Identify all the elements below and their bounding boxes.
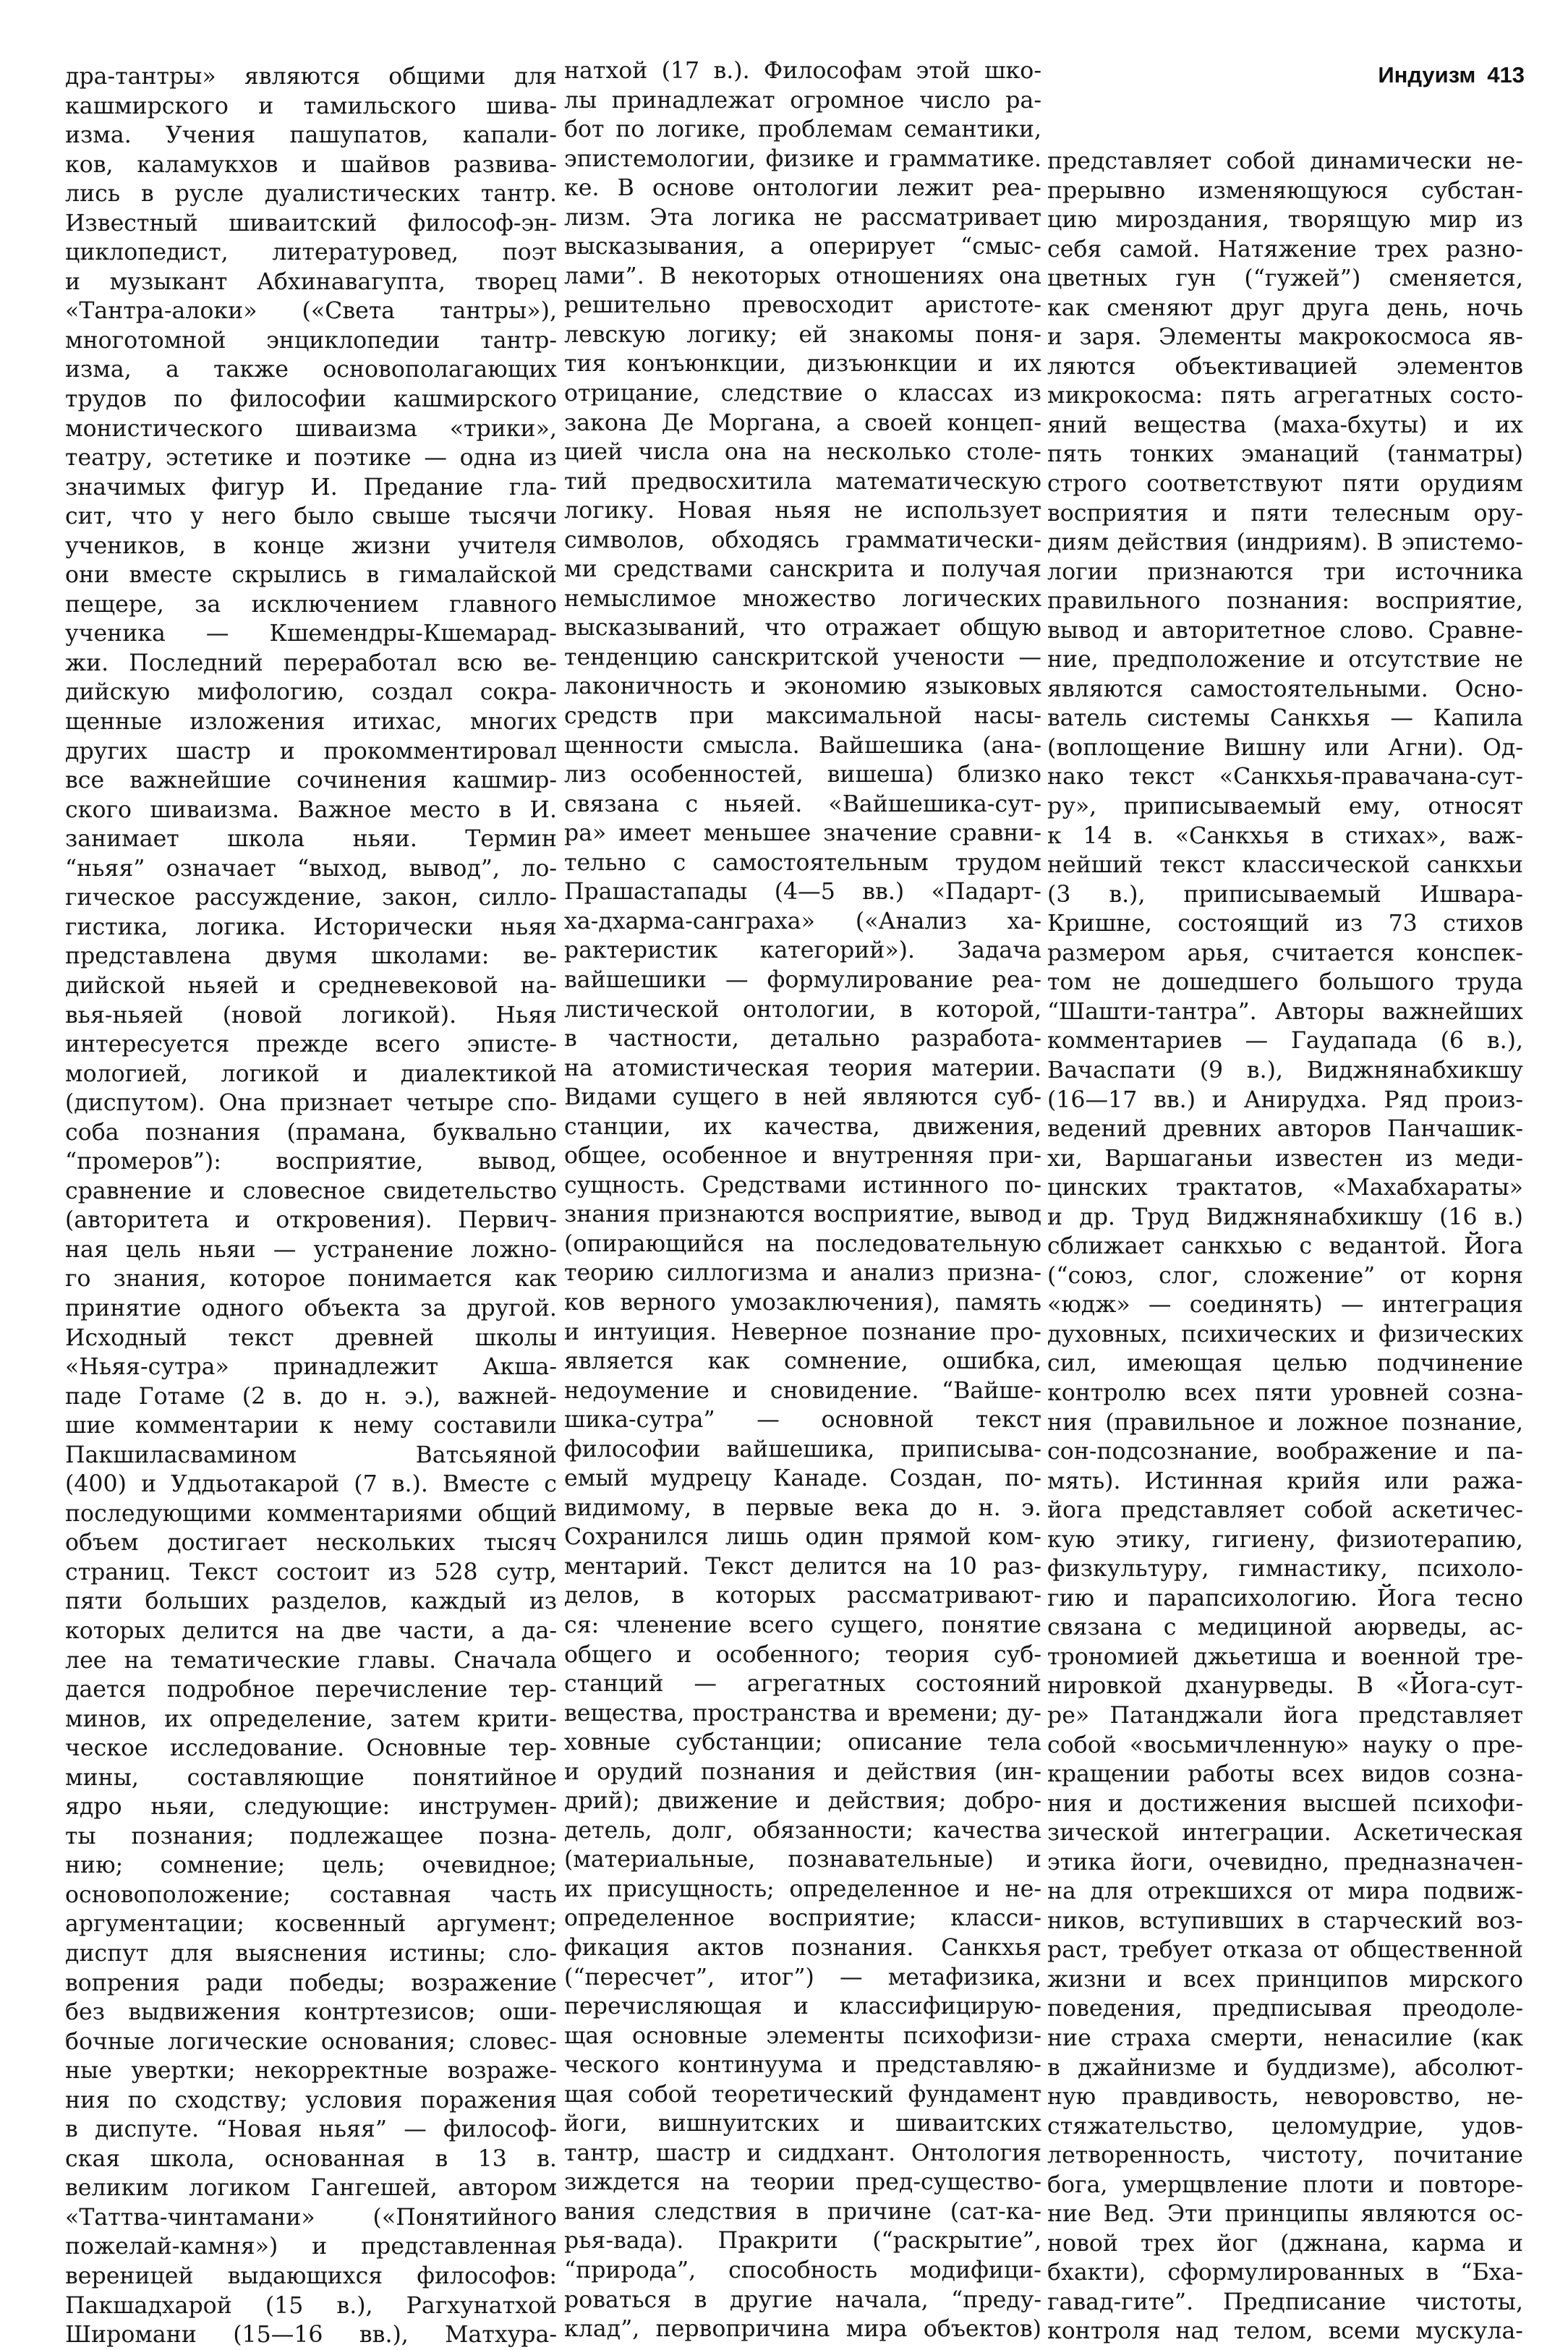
text-line: нировкой дханурведы. В «Йога-сут- <box>1047 1673 1523 1700</box>
text-line: кращении работы всех видов созна- <box>1047 1761 1524 1788</box>
text-line: емый мудрецу Канаде. Создан, по- <box>564 1465 1041 1492</box>
text-line: они вместе скрылись в гималайской <box>65 562 557 589</box>
text-line: лизм. Эта логика не рассматривает <box>564 204 1042 231</box>
text-line: “природа”, способность модифици- <box>564 2257 1041 2284</box>
page-number: 413 <box>1487 62 1525 88</box>
text-line: вания следствия в причине (сат-ка- <box>564 2198 1041 2225</box>
text-line: принятие одного объекта за другой. <box>65 1295 557 1321</box>
text-line: монистического шиваизма «трики», <box>65 415 557 442</box>
text-line: гическое рассуждение, закон, силло- <box>65 885 557 911</box>
text-line: все важнейшие сочинения кашмир- <box>65 767 557 794</box>
text-line: контролю всех пяти уровней созна- <box>1047 1379 1524 1406</box>
text-line: символов, обходясь грамматически- <box>564 527 1041 553</box>
text-line: других шастр и прокомментировал <box>65 738 558 765</box>
text-line: (400) и Уддьотакарой (7 в.). Вместе с <box>65 1471 557 1498</box>
text-line: ние Вед. Эти принципы являются ос- <box>1047 2201 1523 2228</box>
text-line: пещере, за исключением главного <box>65 591 557 618</box>
text-line: щая основные элементы психофизи- <box>564 2022 1041 2049</box>
text-line: (3 в.), приписываемый Ишвара- <box>1047 881 1523 908</box>
text-line: бхакти), сформулированных в “Бха- <box>1047 2260 1523 2286</box>
text-line: тельно с самостоятельным трудом <box>564 849 1041 876</box>
text-line: Прашастапады (4—5 вв.) «Падарт- <box>564 879 1041 906</box>
text-line: решительно превосходит аристоте- <box>564 292 1041 319</box>
text-line: лами”. В некоторых отношениях она <box>564 263 1041 289</box>
text-line: «Таттва-чинтамани» («Понятийного <box>65 2204 557 2231</box>
text-line: ру», приписываемый ему, относят <box>1047 793 1524 820</box>
text-line: сравнение и словесное свидетельство <box>65 1178 557 1204</box>
text-line: определенное восприятие; класси- <box>564 1905 1041 1932</box>
text-line: к 14 в. «Санкхья в стихах», важ- <box>1047 822 1524 849</box>
text-line: комментариев — Гаудапада (6 в.), <box>1047 1028 1523 1055</box>
text-line: мины, составляющие понятийное <box>65 1764 558 1791</box>
text-line: на для отрекшихся от мира подвиж- <box>1047 1878 1524 1905</box>
text-line: лы принадлежат огромное число ра- <box>564 87 1042 114</box>
text-line: (воплощение Вишну или Агни). Од- <box>1047 734 1524 761</box>
text-line: станции, их качества, движения, <box>564 1113 1041 1140</box>
text-line: логии признаются три источника <box>1047 558 1523 585</box>
text-line: ляются объективацией элементов <box>1047 353 1523 380</box>
text-line: бочные логические основания; словес- <box>65 2028 557 2055</box>
text-line: является как сомнение, ошибка, <box>564 1348 1042 1375</box>
text-line: сит, что у него было свыше тысячи <box>65 503 558 530</box>
text-line: рья-вада). Пракрити (“раскрытие”, <box>564 2228 1041 2255</box>
text-line: зической интеграции. Аскетическая <box>1047 1820 1524 1847</box>
text-line: в джайнизме и буддизме), абсолют- <box>1047 2054 1523 2081</box>
text-line: ния (правильное и ложное познание, <box>1047 1409 1523 1436</box>
text-line: левскую логику; ей знакомы поня- <box>564 321 1041 348</box>
header-title: Индуизм <box>1378 62 1476 88</box>
text-line: Вачаспати (9 в.), Виджнянабхикшу <box>1047 1057 1523 1084</box>
text-line: интересуется прежде всего эписте- <box>65 1031 557 1058</box>
text-line: закона Де Моргана, а своей концеп- <box>564 409 1042 436</box>
text-line: щая собой теоретический фундамент <box>564 2081 1041 2108</box>
text-line: ная цель ньяи — устранение ложно- <box>65 1236 558 1263</box>
text-line: «Тантра-алоки» («Света тантры»), <box>65 298 558 325</box>
text-line: вайшешики — формулирование реа- <box>564 966 1041 993</box>
text-line: собой «восьмичленную» науку о пре- <box>1047 1732 1523 1758</box>
text-line: тий предвосхитила математическую <box>564 468 1041 495</box>
text-line: зиждется на теории пред-существо- <box>564 2169 1041 2196</box>
text-line: ховные субстанции; описание тела <box>564 1729 1041 1756</box>
text-line: тенденцию санскритской учености — <box>564 644 1041 670</box>
text-line: (“союз, слог, сложение” от корня <box>1047 1262 1523 1289</box>
text-line: гию и парапсихологию. Йога тесно <box>1047 1585 1523 1612</box>
text-line: последующими комментариями общий <box>65 1500 557 1527</box>
text-line: Известный шиваитский философ-эн- <box>65 210 557 237</box>
text-line: немыслимое множество логических <box>564 585 1041 612</box>
text-line: гавад-гите”. Предписание чистоты, <box>1047 2289 1523 2315</box>
text-line: и заря. Элементы макрокосмоса яв- <box>1047 324 1523 351</box>
text-line: ми средствами санскрита и получая <box>564 556 1042 583</box>
text-line: пять тонких эманаций (танматры) <box>1047 441 1523 468</box>
text-line: мять). Истинная крийя или ража- <box>1047 1468 1523 1494</box>
text-line: общего и особенного; теория суб- <box>564 1641 1041 1668</box>
text-line: связана с медициной аюрведы, ас- <box>1047 1614 1523 1641</box>
text-line: сон-подсознание, воображение и па- <box>1047 1439 1523 1465</box>
text-line: физкультуру, гимнастику, психоло- <box>1047 1556 1523 1583</box>
text-line: ную правдивость, неворовство, не- <box>1047 2084 1524 2111</box>
text-line: лись в русле дуалистических тантр. <box>65 181 557 208</box>
text-line: хи, Варшаганьи известен из меди- <box>1047 1145 1524 1172</box>
text-line: ученика — Кшемендры-Кшемарад- <box>65 621 557 647</box>
text-line: нию; сомнение; цель; очевидное; <box>65 1852 557 1879</box>
text-line: Видами сущего в ней являются суб- <box>564 1084 1041 1111</box>
text-line: их присущность; определенное и не- <box>564 1876 1042 1902</box>
text-line: логику. Новая ньяя не использует <box>564 498 1041 524</box>
text-line: высказываний, что отражает общую <box>564 615 1041 642</box>
text-line: цинских трактатов, «Махабхараты» <box>1047 1175 1523 1201</box>
text-line: которых делится на две части, а да- <box>65 1617 557 1644</box>
text-line: ков, каламукхов и шайвов развива- <box>65 151 557 178</box>
text-line: представляет собой динамически не- <box>1047 148 1523 174</box>
text-line: перечисляющая и классифицирую- <box>564 1993 1041 2020</box>
text-line: (диспутом). Она признает четыре спо- <box>65 1090 558 1117</box>
text-line: ния по сходству; условия поражения <box>65 2087 558 2113</box>
text-line: ра» имеет меньшее значение сравни- <box>564 820 1042 847</box>
text-line: листической онтологии, в которой, <box>564 996 1041 1023</box>
text-line: ментарий. Текст делится на 10 раз- <box>564 1553 1042 1580</box>
text-line: дийскую мифологию, создал сокра- <box>65 679 557 706</box>
text-line: аргументации; косвенный аргумент; <box>65 1911 557 1938</box>
text-line: го знания, которое понимается как <box>65 1266 557 1293</box>
text-line: многотомной энциклопедии тантр- <box>65 327 557 354</box>
text-line: на атомистическая теория материи. <box>564 1055 1041 1081</box>
text-line: стяжательство, целомудрие, удов- <box>1047 2113 1524 2140</box>
text-line: средств при максимальной насы- <box>564 703 1041 730</box>
text-line: шие комментарии к нему составили <box>65 1413 557 1439</box>
text-line: ся: членение всего сущего, понятие <box>564 1612 1042 1638</box>
text-line: «Ньяя-сутра» принадлежит Акша- <box>65 1354 558 1381</box>
text-line: минов, их определение, затем крити- <box>65 1706 557 1732</box>
text-line: жи. Последний переработал всю ве- <box>65 650 557 676</box>
text-line: натхой (17 в.). Философам этой шко- <box>564 58 1042 84</box>
text-line: ская школа, основанная в 13 в. <box>65 2145 557 2172</box>
text-line: этика йоги, очевидно, предназначен- <box>1047 1849 1524 1876</box>
text-line: вывод и авторитетное слово. Сравне- <box>1047 617 1523 644</box>
text-line: роваться в другие начала, “преду- <box>564 2286 1041 2313</box>
text-line: (материальные, познавательные) и <box>564 1847 1041 1873</box>
text-line: Исходный текст древней школы <box>65 1324 557 1351</box>
text-line: новой трех йог (джнана, карма и <box>1047 2230 1524 2257</box>
text-line: Пакшадхарой (15 в.), Рагхунатхой <box>65 2292 557 2319</box>
text-line: йоги, вишнуитских и шиваитских <box>564 2111 1041 2137</box>
text-line: делов, в которых рассматривают- <box>564 1583 1042 1609</box>
text-line: размером арья, считается конспек- <box>1047 940 1524 966</box>
text-line: правильного познания: восприятие, <box>1047 588 1523 615</box>
text-line: нако текст «Санкхья-правачана-сут- <box>1047 764 1523 791</box>
text-line: ков верного умозаключения), память <box>564 1289 1042 1316</box>
text-column-3 <box>1047 147 1523 2346</box>
text-line: шика-сутра” — основной текст <box>564 1407 1041 1434</box>
text-line: фикация актов познания. Санкхья <box>564 1935 1042 1961</box>
text-line: видимому, в первые века до н. э. <box>564 1494 1042 1521</box>
text-line: прерывно изменяющуюся субстан- <box>1047 177 1523 204</box>
text-line: жизни и всех принципов мирского <box>1047 1966 1523 1993</box>
text-line: теорию силлогизма и анализ призна- <box>564 1260 1042 1287</box>
text-line: лаконичность и экономию языковых <box>564 673 1041 700</box>
text-line: себя самой. Натяжение трех разно- <box>1047 236 1524 263</box>
text-line: лее на тематические главы. Сначала <box>65 1647 557 1674</box>
text-line: ния и достижения высшей психофи- <box>1047 1790 1524 1817</box>
text-line: учеников, в конце жизни учителя <box>65 532 557 559</box>
text-line: детель, долг, обязанности; качества <box>564 1817 1042 1844</box>
text-line: вещества, пространства и времени; ду- <box>564 1700 1041 1727</box>
text-line: мологией, логикой и диалектикой <box>65 1060 557 1087</box>
text-line: являются самостоятельными. Осно- <box>1047 676 1523 702</box>
text-line: щенные изложения итихас, многих <box>65 709 557 736</box>
text-line: Пакшиласвамином Ватсьяяной <box>65 1442 557 1468</box>
text-line: и музыкант Абхинавагупта, творец <box>65 268 558 295</box>
text-line: сущность. Средствами истинного по- <box>564 1172 1041 1199</box>
text-column-2 <box>564 56 1041 2344</box>
text-line: Кришне, состоящий из 73 стихов <box>1047 911 1523 937</box>
text-line: кую этику, гигиену, физиотерапию, <box>1047 1526 1523 1553</box>
text-line: отрицание, следствие о классах из <box>564 380 1041 407</box>
text-line: станций — агрегатных состояний <box>564 1671 1041 1698</box>
text-line: ке. В основе онтологии лежит реа- <box>564 175 1041 202</box>
text-line: цветных гун (“гужей”) сменяется, <box>1047 265 1524 292</box>
text-line: дрий); движение и действия; добро- <box>564 1788 1041 1815</box>
text-line: диспут для выяснения истины; сло- <box>65 1941 557 1967</box>
running-header <box>1378 62 1525 88</box>
text-line: йога представляет собой аскетичес- <box>1047 1497 1524 1524</box>
text-line: дается подробное перечисление тер- <box>65 1677 557 1703</box>
text-line: контроля над телом, всеми мускула- <box>1047 2318 1523 2345</box>
text-line: в диспуте. “Новая ньяя” — философ- <box>65 2116 558 2143</box>
text-line: летворенность, чистоту, почитание <box>1047 2142 1523 2169</box>
text-line: Сохранился лишь один прямой ком- <box>564 1524 1041 1551</box>
text-line: клад”, первопричина мира объектов) <box>564 2316 1041 2343</box>
text-line: общее, особенное и внутренняя при- <box>564 1143 1041 1170</box>
text-line: бот по логике, проблемам семантики, <box>564 116 1041 143</box>
text-line: изма, а также основополагающих <box>65 357 557 383</box>
text-line: микрокосма: пять агрегатных состо- <box>1047 383 1523 409</box>
text-line: щенности смысла. Вайшешика (ана- <box>564 732 1041 759</box>
text-line: трономией джьетиша и военной тре- <box>1047 1643 1523 1670</box>
text-line: диям действия (индриям). В эпистемо- <box>1047 529 1523 556</box>
text-line: театру, эстетике и поэтике — одна из <box>65 445 557 472</box>
text-line: “ньяя” означает “выход, вывод”, ло- <box>65 855 558 882</box>
text-line: гистика, логика. Исторически ньяя <box>65 914 557 940</box>
text-line: и др. Труд Виджнянабхикшу (16 в.) <box>1047 1204 1523 1230</box>
text-line: значимых фигур И. Предание гла- <box>65 474 557 501</box>
text-line: рактеристик категорий»). Задача <box>564 937 1041 964</box>
text-line: без выдвижения контртезисов; оши- <box>65 1999 557 2026</box>
text-line: бога, умерщвление плоти и повторе- <box>1047 2171 1524 2198</box>
text-line: ватель системы Санкхья — Капила <box>1047 705 1524 732</box>
text-line: паде Готаме (2 в. до н. э.), важней- <box>65 1383 557 1410</box>
text-line: изма. Учения пашупатов, капали- <box>65 122 557 149</box>
text-line: ние, предположение и отсутствие не <box>1047 647 1523 673</box>
text-line: ского шиваизма. Важное место в И. <box>65 796 557 823</box>
text-line: ческого континуума и представляю- <box>564 2052 1041 2079</box>
text-line: ха-дхарма-санграха» («Анализ ха- <box>564 908 1041 935</box>
text-line: ние страха смерти, ненасилие (как <box>1047 2025 1523 2051</box>
text-line: занимает школа ньяи. Термин <box>65 826 557 853</box>
text-line: “промеров”): восприятие, вывод, <box>65 1149 558 1175</box>
text-line: соба познания (прамана, буквально <box>65 1119 557 1146</box>
text-line: представлена двумя школами: ве- <box>65 943 558 970</box>
text-line: дра-тантры» являются общими для <box>65 64 557 90</box>
text-line: яний вещества (маха-бхуты) и их <box>1047 412 1523 438</box>
text-line: сближает санкхью с ведантой. Йога <box>1047 1233 1523 1260</box>
text-line: тантр, шастр и сиддхант. Онтология <box>564 2140 1042 2166</box>
text-line: лиз особенностей, вишеша) близко <box>564 762 1041 788</box>
text-line: объем достигает нескольких тысяч <box>65 1530 558 1557</box>
text-line: “Шашти-тантра”. Авторы важнейших <box>1047 998 1523 1025</box>
text-line: философии вайшешика, приписыва- <box>564 1436 1041 1463</box>
text-line: (опирающийся на последовательную <box>564 1230 1041 1257</box>
text-line: недоумение и сновидение. “Вайше- <box>564 1377 1042 1404</box>
text-line: ные увертки; некорректные возраже- <box>65 2058 557 2085</box>
text-line: как сменяют друг друга день, ночь <box>1047 294 1523 321</box>
text-line: эпистемологии, физике и грамматике. <box>564 145 1041 172</box>
text-line: духовных, психических и физических <box>1047 1321 1524 1348</box>
text-line: великим логиком Гангешей, автором <box>65 2175 557 2202</box>
text-line: пяти больших разделов, каждый из <box>65 1588 558 1615</box>
text-line: тия конъюнкции, дизъюнкции и их <box>564 351 1041 378</box>
text-line: поведения, предписывая преодоле- <box>1047 1996 1524 2022</box>
text-line: ников, вступивших в старческий воз- <box>1047 1907 1523 1934</box>
text-line: трудов по философии кашмирского <box>65 386 557 413</box>
text-line: и орудий познания и действия (ин- <box>564 1758 1042 1785</box>
text-line: цией числа она на несколько столе- <box>564 439 1041 466</box>
text-line: ты познания; подлежащее позна- <box>65 1823 557 1849</box>
text-line: в частности, детально разработа- <box>564 1026 1041 1052</box>
text-line: «юдж» — соединять) — интеграция <box>1047 1292 1524 1319</box>
text-line: строго соответствуют пяти орудиям <box>1047 471 1523 498</box>
text-line: циклопедист, литературовед, поэт <box>65 239 558 266</box>
text-line: цию мироздания, творящую мир из <box>1047 207 1523 234</box>
text-line: ведений древних авторов Панчашик- <box>1047 1116 1523 1143</box>
text-line: том не дошедшего большого труда <box>1047 969 1524 996</box>
text-line: вереницей выдающихся философов: <box>65 2263 557 2290</box>
text-line: ре» Патанджали йога представляет <box>1047 1702 1523 1729</box>
text-line: раст, требует отказа от общественной <box>1047 1937 1524 1964</box>
text-line: основоположение; составная часть <box>65 1881 557 1908</box>
text-line: (16—17 вв.) и Анирудха. Ряд произ- <box>1047 1086 1523 1113</box>
text-line: высказывания, а оперирует “смыс- <box>564 234 1041 260</box>
text-line: сил, имеющая целью подчинение <box>1047 1350 1523 1377</box>
text-line: восприятия и пяти телесным ору- <box>1047 500 1523 527</box>
text-line: ческое исследование. Основные тер- <box>65 1735 557 1762</box>
text-line: связана с ньяей. «Вайшешика-сут- <box>564 791 1041 817</box>
text-line: страниц. Текст состоит из 528 сутр, <box>65 1559 557 1585</box>
text-line: дийской ньяей и средневековой на- <box>65 972 557 999</box>
text-line: (авторитета и откровения). Первич- <box>65 1207 557 1234</box>
text-line: и интуиция. Неверное познание про- <box>564 1319 1041 1345</box>
text-line: (“пересчет”, итог”) — метафизика, <box>564 1964 1042 1991</box>
text-line: вопрения ради победы; возражение <box>65 1970 557 1996</box>
text-line: пожелай-камня») и представленная <box>65 2234 557 2260</box>
text-line: знания признаются восприятие, вывод <box>564 1201 1041 1228</box>
text-line: ядро ньяи, следующие: инструмен- <box>65 1794 558 1821</box>
text-line: нейший текст классической санкхьи <box>1047 852 1523 879</box>
text-column-1 <box>65 62 557 2350</box>
text-line: кашмирского и тамильского шива- <box>65 93 558 119</box>
text-line: вья-ньяей (новой логикой). Ньяя <box>65 1002 557 1029</box>
text-line: Широмани (15—16 вв.), Матхура- <box>65 2322 557 2349</box>
